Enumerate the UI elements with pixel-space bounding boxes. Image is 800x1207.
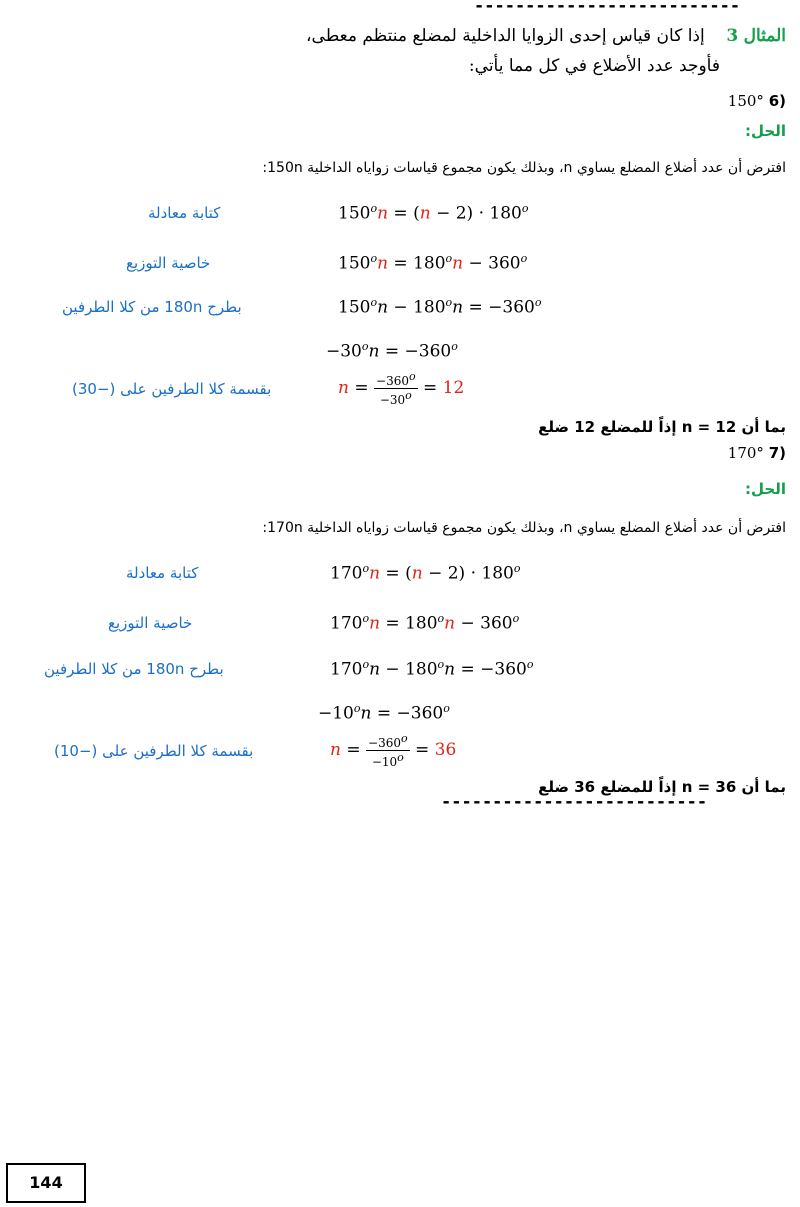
problem7-angle: 170° bbox=[727, 444, 764, 462]
problem7-eq2: $170^on = 180^on - 360^o$ bbox=[330, 612, 520, 634]
problem7-intro: افترض أن عدد أضلاع المضلع يساوي n، وبذلك يكون مجموع قياسات زواياه الداخلية 170n: bbox=[262, 520, 786, 536]
problem7-note2: خاصية التوزيع bbox=[108, 614, 193, 632]
problem6-note4: بقسمة كلا الطرفين على (−30) bbox=[72, 380, 272, 398]
problem6-eq1: $150^on = (n - 2) \cdot 180^o$ bbox=[338, 202, 529, 224]
problem6-eq2: $150^on = 180^on - 360^o$ bbox=[338, 252, 528, 274]
problem6-note2: خاصية التوزيع bbox=[126, 254, 211, 272]
problem7-eq4: $-10^on = -360^o$ bbox=[318, 702, 450, 724]
problem7-note3: بطرح 180n من كلا الطرفين bbox=[44, 660, 224, 678]
problem6-note3: بطرح 180n من كلا الطرفين bbox=[62, 298, 242, 316]
problem6-heading bbox=[728, 92, 786, 110]
example-label: المثال bbox=[743, 26, 786, 46]
problem6-conclusion: بما أن n = 12 إذاً للمضلع 12 ضلع bbox=[538, 418, 786, 436]
problem6-note1: كتابة معادلة bbox=[148, 204, 221, 222]
bottom-divider: -------------------------- bbox=[441, 792, 708, 812]
problem6-angle: 150° bbox=[727, 92, 764, 110]
problem6-solution-label: الحل: bbox=[745, 122, 786, 140]
problem6-eq4: $-30^on = -360^o$ bbox=[326, 340, 458, 362]
problem7-note4: بقسمة كلا الطرفين على (−10) bbox=[54, 742, 254, 760]
problem7-eq3: $170^on - 180^on = -360^o$ bbox=[330, 658, 534, 680]
problem7-heading bbox=[728, 444, 786, 462]
problem6-eq5: n = $\frac{-360^o}{-30^o}$ = 12 bbox=[338, 370, 465, 407]
problem7-eq5: n = $\frac{-360^o}{-10^o}$ = 36 bbox=[330, 732, 457, 769]
example-number: 3 bbox=[726, 26, 739, 46]
page-number: 144 bbox=[6, 1163, 86, 1203]
example-line2: فأوجد عدد الأضلاع في كل مما يأتي: bbox=[468, 56, 720, 76]
problem6-eq3: $150^on - 180^on = -360^o$ bbox=[338, 296, 542, 318]
problem6-intro: افترض أن عدد أضلاع المضلع يساوي n، وبذلك يكون مجموع قياسات زواياه الداخلية 150n: bbox=[262, 160, 786, 176]
example-line1: إذا كان قياس إحدى الزوايا الداخلية لمضلع منتظم معطى، bbox=[306, 26, 705, 46]
problem7-note1: كتابة معادلة bbox=[126, 564, 199, 582]
problem7-number: 7) bbox=[768, 444, 786, 462]
problem7-conclusion: بما أن n = 36 إذاً للمضلع 36 ضلع bbox=[538, 778, 786, 796]
top-divider: -------------------------- bbox=[474, 0, 741, 16]
problem7-eq1: $170^on = (n - 2) \cdot 180^o$ bbox=[330, 562, 521, 584]
example-header bbox=[306, 26, 786, 46]
problem6-number: 6) bbox=[768, 92, 786, 110]
problem7-solution-label: الحل: bbox=[745, 480, 786, 498]
